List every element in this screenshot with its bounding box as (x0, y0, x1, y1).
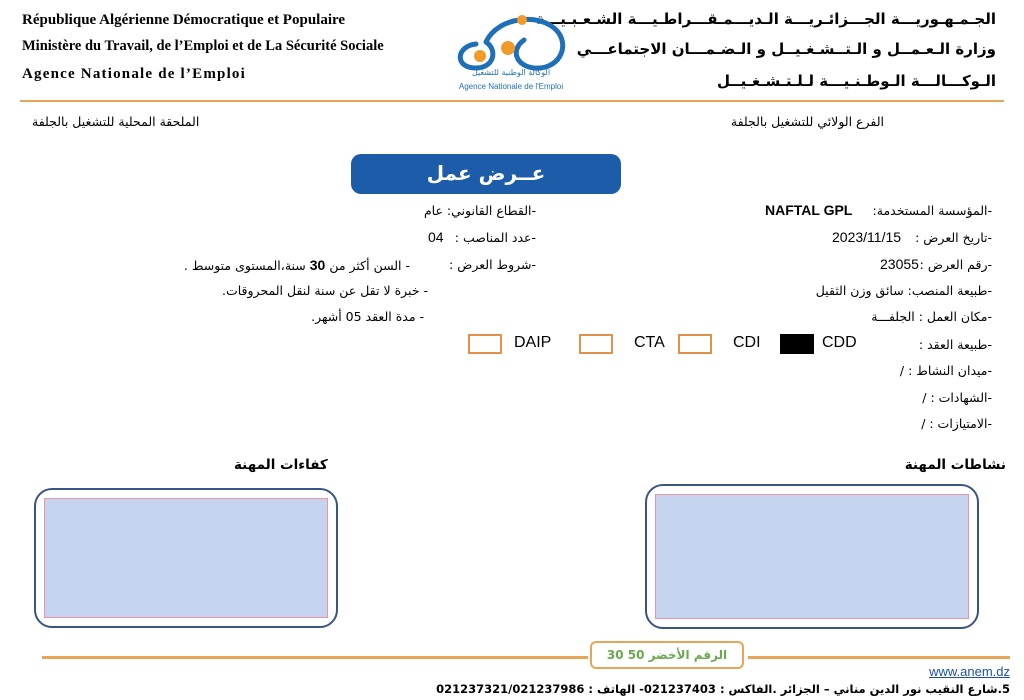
subheader-annex: الملحقة المحلية للتشغيل بالجلفة (32, 114, 200, 129)
section-activities-title: نشاطات المهنة (904, 457, 1006, 473)
employer-value: NAFTAL GPL (765, 202, 853, 218)
offer-number-value: 23055 (880, 256, 919, 272)
condition-experience: - خبرة لا تقل عن سنة لنقل المحروقات. (222, 283, 428, 298)
logo-caption-ar: الوكالة الوطنية للتشغيل (471, 68, 551, 77)
label-cta: CTA (634, 334, 665, 351)
date-label: -تاريخ العرض : (915, 230, 992, 245)
header-ar-republic: الجـمـهـوريـــة الجـــزائـريـــة الـديـــمـقـــراطـيـــة الشـعـبـيـــة (535, 10, 996, 28)
date-value: 2023/11/15 (832, 229, 902, 245)
label-cdi: CDI (733, 334, 761, 351)
page-title: عــرض عمل (351, 154, 621, 194)
header-divider (20, 100, 1004, 102)
condition-age-post: سنة،المستوى متوسط . (183, 258, 306, 273)
checkbox-cdi[interactable] (678, 334, 712, 354)
condition-age-pre: - السن أكثر من (329, 258, 410, 273)
condition-age (184, 257, 410, 273)
footer-address: 5.شارع النقيب نور الدين مناني – الجزائر .الفاكس : 021237403- الهاتف : 021237321/021237986 (436, 682, 1010, 696)
label-daip: DAIP (514, 334, 552, 351)
logo-caption-fr: Agence Nationale de l'Emploi (458, 82, 564, 91)
header-ar-ministry: وزارة الـعـمــل و الـتــشـغـيــل و الـضـمـــان الاجتماعـــي (576, 40, 996, 58)
condition-duration: - مدة العقد 05 أشهر. (311, 309, 424, 324)
privileges: -الامتيازات : / (921, 416, 992, 431)
activity-field: -ميدان النشاط : / (899, 363, 992, 378)
posts-value: 04 (428, 229, 444, 245)
activities-panel-content (655, 494, 969, 619)
offer-number-label: -رقم العرض : (919, 257, 992, 272)
conditions-label: -شروط العرض : (449, 257, 536, 272)
header-fr-agency: Agence Nationale de l’Emploi (22, 66, 247, 82)
anem-logo-icon (446, 6, 576, 76)
section-skills-title: كفاءات المهنة (234, 457, 328, 473)
activities-panel (645, 484, 979, 629)
footer-line-right (748, 656, 1010, 659)
legal-sector: -القطاع القانوني: عام (423, 203, 536, 218)
footer-line-left (42, 656, 588, 659)
website-link[interactable]: www.anem.dz (929, 664, 1010, 679)
green-number-badge: الرقم الأخضر 50 30 (590, 641, 744, 669)
subheader-branch: الفرع الولائي للتشغيل بالجلفة (730, 114, 884, 129)
employer-label: -المؤسسة المستخدمة: (872, 203, 992, 218)
certificates: -الشهادات : / (922, 390, 992, 405)
checkbox-daip[interactable] (468, 334, 502, 354)
header-ar-agency: الـوكـــالـــة الـوطـنـيـــة لـلـتـشـغـيــل (716, 72, 996, 90)
header-fr-republic: République Algérienne Démocratique et Populaire (22, 12, 346, 28)
label-cdd: CDD (822, 334, 857, 351)
condition-age-number: 30 (309, 257, 326, 273)
post-nature: -طبيعة المنصب: سائق وزن الثقيل (815, 283, 992, 298)
header-fr-ministry: Ministère du Travail, de l’Emploi et de La Sécurité Sociale (22, 38, 384, 54)
checkbox-cta[interactable] (579, 334, 613, 354)
checkbox-cdd[interactable] (780, 334, 814, 354)
skills-panel (34, 488, 338, 628)
contract-nature-label: -طبيعة العقد : (918, 337, 992, 352)
skills-panel-content (44, 498, 328, 618)
posts-label: -عدد المناصب : (454, 230, 536, 245)
workplace: -مكان العمل : الجلفـــة (871, 309, 992, 324)
anem-logo (446, 6, 576, 98)
